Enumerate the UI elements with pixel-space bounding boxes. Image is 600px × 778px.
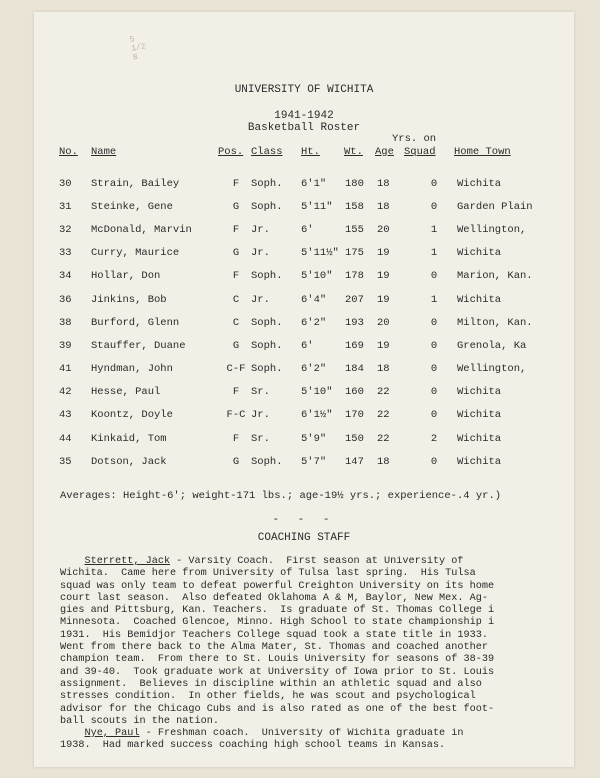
cell-age: 19 [377, 270, 390, 283]
cell-town: Wichita [457, 177, 502, 190]
cell-yrs: 1 [430, 293, 438, 306]
table-row [59, 242, 557, 265]
cell-no: 34 [59, 270, 72, 283]
cell-pos: G [232, 455, 240, 468]
cell-town: Grenola, Ka [457, 339, 527, 352]
cell-name: Steinke, Gene [91, 200, 173, 213]
cell-class: Soph. [251, 339, 283, 352]
cell-yrs: 0 [430, 409, 438, 422]
cell-class: Sr. [251, 432, 270, 445]
cell-pos: F [232, 177, 240, 190]
coach-name: Sterrett, Jack [84, 556, 171, 567]
cell-no: 30 [59, 177, 72, 190]
cell-pos: G [232, 200, 240, 213]
cell-wt: 160 [345, 386, 364, 399]
cell-class: Soph. [251, 200, 283, 213]
cell-wt: 169 [345, 339, 364, 352]
pencil-annotation: 5 1/2 8 [129, 35, 147, 63]
cell-age: 18 [377, 200, 390, 213]
cell-ht: 6'2" [301, 363, 327, 376]
cell-age: 22 [377, 409, 390, 422]
cell-pos: F [232, 223, 240, 236]
cell-no: 43 [59, 409, 72, 422]
cell-age: 18 [377, 455, 390, 468]
cell-age: 22 [377, 386, 390, 399]
cell-pos: F [232, 432, 240, 445]
cell-name: Koontz, Doyle [91, 409, 173, 422]
col-header-no: No. [59, 146, 78, 158]
cell-pos: F-C [226, 409, 246, 422]
cell-age: 19 [377, 339, 390, 352]
cell-age: 19 [377, 247, 390, 260]
cell-yrs: 0 [430, 270, 438, 283]
col-header-yrs: Squad [404, 146, 436, 158]
coaching-staff-title: COACHING STAFF [257, 532, 351, 544]
cell-wt: 155 [345, 223, 364, 236]
cell-wt: 170 [345, 409, 364, 422]
col-header-wt: Wt. [344, 146, 363, 158]
cell-town: Wichita [457, 432, 502, 445]
cell-no: 31 [59, 200, 72, 213]
cell-pos: C [232, 316, 240, 329]
cell-pos: G [232, 247, 240, 260]
cell-ht: 5'9" [301, 432, 327, 445]
col-header-town: Home Town [454, 146, 511, 158]
cell-pos: F [232, 386, 240, 399]
col-header-yrs-top: Yrs. on [392, 133, 437, 145]
cell-name: Kinkaid, Tom [91, 432, 167, 445]
col-header-name: Name [91, 146, 117, 158]
cell-wt: 178 [345, 270, 364, 283]
cell-age: 18 [377, 363, 390, 376]
cell-town: Garden Plain [457, 200, 533, 213]
table-row [59, 265, 557, 288]
cell-ht: 6'1" [301, 177, 327, 190]
cell-yrs: 2 [430, 432, 438, 445]
cell-pos: G [232, 339, 240, 352]
cell-ht: 6'4" [301, 293, 327, 306]
university-title: UNIVERSITY OF WICHITA [234, 84, 374, 96]
cell-no: 36 [59, 293, 72, 306]
cell-name: Jinkins, Bob [91, 293, 167, 306]
cell-no: 35 [59, 455, 72, 468]
cell-name: Burford, Glenn [91, 316, 180, 329]
table-row [59, 195, 557, 218]
table-row [59, 427, 557, 450]
cell-yrs: 1 [430, 247, 438, 260]
cell-wt: 193 [345, 316, 364, 329]
roster-subtitle: Basketball Roster [247, 122, 361, 134]
cell-name: Strain, Bailey [91, 177, 180, 190]
cell-class: Soph. [251, 316, 283, 329]
table-row [59, 334, 557, 357]
cell-wt: 158 [345, 200, 364, 213]
table-row [59, 288, 557, 311]
col-header-pos: Pos. [218, 146, 244, 158]
cell-yrs: 1 [430, 223, 438, 236]
cell-ht: 5'7" [301, 455, 327, 468]
cell-age: 20 [377, 316, 390, 329]
cell-no: 44 [59, 432, 72, 445]
cell-wt: 207 [345, 293, 364, 306]
col-header-age: Age [375, 146, 394, 158]
cell-no: 33 [59, 247, 72, 260]
table-row [59, 381, 557, 404]
cell-no: 39 [59, 339, 72, 352]
cell-name: Dotson, Jack [91, 455, 167, 468]
cell-yrs: 0 [430, 455, 438, 468]
cell-wt: 147 [345, 455, 364, 468]
cell-yrs: 0 [430, 316, 438, 329]
coach-sterrett-paragraph: Sterrett, Jack - Varsity Coach. First season at University of Wichita. Came here from University of Tulsa last spring. His Tulsa squad was only team to defeat powerful Creighton University on its home court last season. Also defeated Oklahoma A & M, Baylor, New Mex. Ag- gies and Pittsburg, Kan. Teachers. Is graduate of St. Thomas College i Minnesota. Coached Glencoe, Minno. High School to state championship i 1931. His Bemidjor Teachers College squad took a state title in 1933. Went from there back to the Alma Mater, St. Thomas and coached another champion team. From there to St. Louis University for seasons of 38-39 and 39-40. Took graduate work at University of Iowa prior to St. Louis assignment. Believes in discipline within an athletic squad and also stresses condition. In other fields, he was scout and psychological advisor for the Chicago Cubs and is also rated as one of the best foot- ball scouts in the nation. [60, 556, 495, 727]
cell-class: Soph. [251, 270, 283, 283]
table-row [59, 404, 557, 427]
coach-name: Nye, Paul [84, 728, 140, 739]
cell-ht: 6'2" [301, 316, 327, 329]
cell-town: Wichita [457, 247, 502, 260]
table-row [59, 172, 557, 195]
cell-pos: C-F [226, 363, 246, 376]
cell-ht: 5'11" [301, 200, 333, 213]
cell-ht: 5'11½" [301, 247, 339, 260]
cell-town: Wellington, [457, 363, 527, 376]
cell-wt: 184 [345, 363, 364, 376]
col-header-class: Class [251, 146, 283, 158]
cell-class: Soph. [251, 455, 283, 468]
divider: - - - [272, 514, 336, 526]
table-row [59, 358, 557, 381]
cell-ht: 6' [301, 223, 314, 236]
cell-yrs: 0 [430, 177, 438, 190]
cell-no: 38 [59, 316, 72, 329]
cell-age: 22 [377, 432, 390, 445]
cell-class: Jr. [251, 293, 270, 306]
col-header-ht: Ht. [301, 146, 320, 158]
cell-pos: F [232, 270, 240, 283]
cell-name: Curry, Maurice [91, 247, 180, 260]
cell-town: Wichita [457, 386, 502, 399]
roster-table [59, 172, 557, 473]
cell-wt: 150 [345, 432, 364, 445]
cell-no: 42 [59, 386, 72, 399]
coach-nye-paragraph: Nye, Paul - Freshman coach. University of Wichita graduate in 1938. Had marked success coaching high school teams in Kansas. [60, 728, 464, 752]
cell-age: 18 [377, 177, 390, 190]
cell-yrs: 0 [430, 363, 438, 376]
averages-line: Averages: Height-6'; weight-171 lbs.; age-19½ yrs.; experience-.4 yr.) [60, 490, 502, 502]
cell-class: Jr. [251, 223, 270, 236]
cell-class: Jr. [251, 409, 270, 422]
cell-name: Stauffer, Duane [91, 339, 186, 352]
table-row [59, 218, 557, 241]
cell-ht: 5'10" [301, 270, 333, 283]
cell-yrs: 0 [430, 200, 438, 213]
cell-town: Wichita [457, 455, 502, 468]
cell-class: Soph. [251, 177, 283, 190]
table-row [59, 311, 557, 334]
table-row [59, 450, 557, 473]
cell-ht: 5'10" [301, 386, 333, 399]
cell-town: Wichita [457, 409, 502, 422]
cell-town: Milton, Kan. [457, 316, 533, 329]
cell-pos: C [232, 293, 240, 306]
cell-age: 20 [377, 223, 390, 236]
cell-name: Hesse, Paul [91, 386, 161, 399]
cell-yrs: 0 [430, 386, 438, 399]
cell-name: Hyndman, John [91, 363, 173, 376]
cell-no: 41 [59, 363, 72, 376]
cell-town: Wellington, [457, 223, 527, 236]
cell-no: 32 [59, 223, 72, 236]
cell-ht: 6'1½" [301, 409, 333, 422]
cell-class: Jr. [251, 247, 270, 260]
cell-town: Marion, Kan. [457, 270, 533, 283]
cell-class: Sr. [251, 386, 270, 399]
cell-ht: 6' [301, 339, 314, 352]
cell-name: McDonald, Marvin [91, 223, 192, 236]
cell-wt: 180 [345, 177, 364, 190]
cell-wt: 175 [345, 247, 364, 260]
cell-yrs: 0 [430, 339, 438, 352]
document-page [34, 12, 574, 767]
cell-town: Wichita [457, 293, 502, 306]
season-title: 1941-1942 [274, 110, 334, 122]
cell-class: Soph. [251, 363, 283, 376]
cell-name: Hollar, Don [91, 270, 161, 283]
cell-age: 19 [377, 293, 390, 306]
